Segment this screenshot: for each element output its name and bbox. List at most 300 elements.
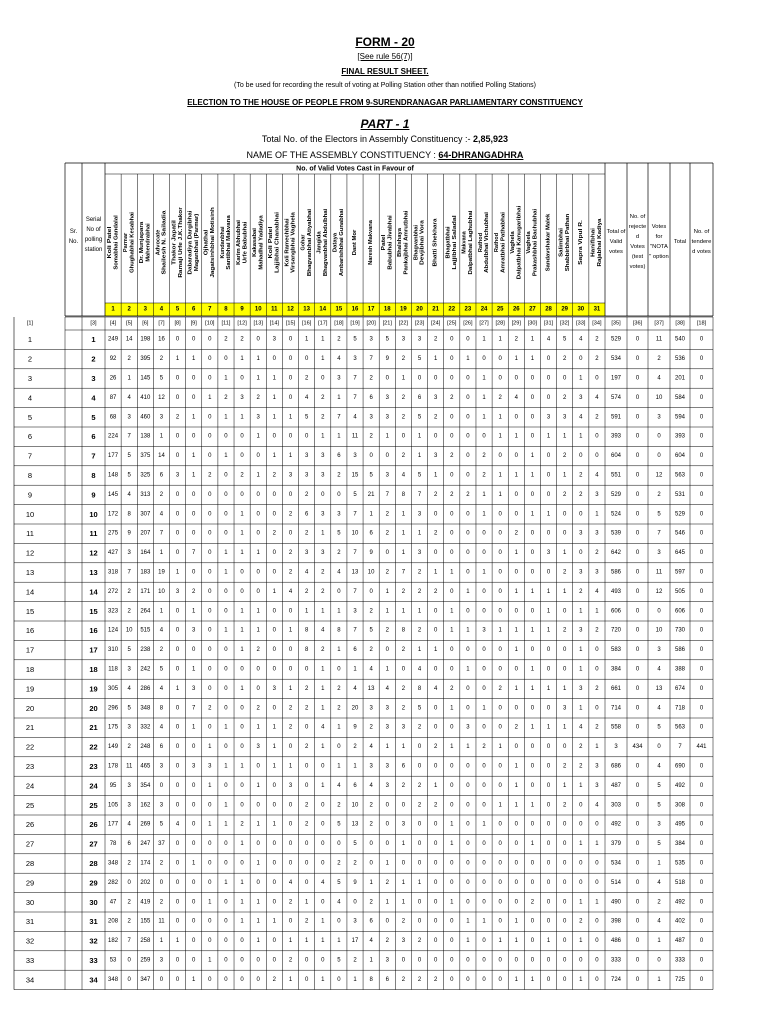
table-cell: 2	[288, 899, 293, 906]
table-cell: 1	[482, 569, 486, 576]
table-cell: 0	[450, 918, 454, 925]
table-cell: 1	[240, 550, 244, 557]
table-cell: 0	[635, 647, 640, 654]
table-cell: 0	[450, 957, 454, 964]
table-cell: 5	[127, 472, 131, 479]
table-cell: 0	[563, 375, 567, 382]
table-cell: 0	[224, 976, 228, 983]
table-cell: 1	[595, 899, 599, 906]
row-sr-no: 32	[25, 936, 35, 946]
column-header-tendered: d votes	[692, 249, 711, 255]
table-cell: 1	[192, 860, 196, 867]
table-cell: 4	[546, 336, 551, 343]
table-cell: 0	[595, 821, 599, 828]
table-cell: 0	[514, 841, 518, 848]
table-cell: 465	[140, 763, 151, 770]
table-cell: 1	[192, 472, 196, 479]
table-cell: 0	[482, 433, 486, 440]
table-cell: 4	[353, 414, 357, 421]
column-index: [33]	[576, 320, 586, 327]
column-index: [27]	[479, 320, 489, 327]
column-header-rejected: (test	[631, 254, 644, 260]
table-cell: 1	[466, 938, 470, 945]
table-cell: 0	[635, 491, 640, 498]
candidate-name-text: Koli Ramechbhai	[284, 221, 291, 267]
table-cell: 0	[385, 375, 389, 382]
table-cell: 9	[353, 879, 357, 886]
table-cell: 0	[699, 957, 704, 964]
table-cell: 2	[579, 744, 583, 751]
table-cell: 0	[256, 879, 260, 886]
table-cell: 1	[514, 588, 518, 595]
table-cell: 0	[240, 375, 244, 382]
table-cell: 0	[514, 414, 518, 421]
table-cell: 264	[140, 608, 151, 615]
table-cell: 6	[369, 394, 373, 401]
table-cell: 2	[563, 356, 567, 363]
table-cell: 0	[635, 394, 640, 401]
table-cell: 4	[417, 666, 422, 673]
table-cell: 0	[192, 841, 196, 848]
table-cell: 0	[657, 744, 661, 751]
table-cell: 1	[498, 744, 502, 751]
table-cell: 2	[385, 879, 389, 886]
table-cell: 0	[514, 491, 518, 498]
candidate-name-text: Parmar	[122, 232, 129, 253]
table-cell: 6	[337, 453, 341, 460]
table-cell: 0	[304, 763, 309, 770]
table-cell: 272	[108, 588, 119, 595]
table-cell: 4	[657, 666, 661, 673]
table-cell: 2	[304, 685, 309, 692]
table-cell: 1	[321, 705, 325, 712]
table-cell: 0	[175, 336, 180, 343]
table-cell: 0	[433, 860, 438, 867]
table-cell: 0	[272, 705, 277, 712]
table-cell: 2	[401, 647, 406, 654]
candidate-name-text: Ojhathal	[203, 232, 210, 256]
table-cell: 1	[127, 375, 131, 382]
table-cell: 286	[140, 685, 151, 692]
table-cell: 0	[256, 511, 260, 518]
candidate-name	[368, 219, 374, 265]
table-cell: 0	[699, 918, 704, 925]
table-cell: 1	[530, 336, 535, 343]
table-cell: 2	[304, 802, 309, 809]
table-cell: 1	[256, 608, 260, 615]
table-cell: 0	[224, 472, 228, 479]
table-cell: 0	[514, 453, 518, 460]
table-cell: 305	[108, 685, 119, 692]
table-cell: 2	[595, 724, 599, 731]
column-index: [12]	[237, 320, 247, 327]
table-cell: 0	[546, 918, 551, 925]
table-cell: 0	[175, 491, 180, 498]
table-cell: 0	[699, 433, 704, 440]
table-cell: 7	[353, 511, 357, 518]
table-cell: 1	[321, 336, 325, 343]
table-cell: 1	[240, 918, 244, 925]
table-cell: 384	[610, 666, 622, 673]
table-cell: 1	[514, 472, 518, 479]
table-cell: 1	[272, 744, 277, 751]
table-cell: 2	[240, 336, 244, 343]
table-cell: 2	[433, 976, 438, 983]
form-title: FORM - 20	[355, 35, 415, 49]
table-cell: 1	[304, 899, 309, 906]
table-cell: 1	[417, 453, 422, 460]
column-index: [25]	[447, 320, 457, 327]
table-cell: 2	[127, 860, 131, 867]
table-cell: 0	[466, 569, 470, 576]
table-cell: 1	[192, 608, 196, 615]
column-index: [6]	[142, 320, 149, 327]
table-cell: 4	[657, 763, 661, 770]
table-cell: 2	[385, 530, 389, 537]
table-cell: 0	[498, 763, 502, 770]
table-cell: 1	[498, 414, 502, 421]
row-serial: 5	[91, 412, 96, 422]
table-cell: 3	[127, 414, 131, 421]
table-cell: 0	[579, 821, 583, 828]
table-cell: 3	[175, 588, 180, 595]
table-cell: 0	[192, 782, 196, 789]
table-cell: 2	[433, 588, 438, 595]
table-cell: 0	[699, 647, 704, 654]
table-cell: 0	[498, 918, 502, 925]
table-cell: 0	[385, 647, 389, 654]
table-cell: 0	[546, 957, 551, 964]
table-cell: 2	[337, 860, 341, 867]
table-cell: 1	[224, 375, 228, 382]
table-cell: 1	[240, 841, 244, 848]
table-cell: 10	[125, 627, 133, 634]
table-cell: 2	[657, 491, 661, 498]
table-cell: 201	[674, 375, 686, 382]
table-cell: 0	[563, 938, 567, 945]
table-cell: 0	[699, 782, 704, 789]
candidate-number: 19	[400, 306, 407, 313]
table-cell: 0	[498, 550, 502, 557]
candidate-name-text: Naresh Makvana	[368, 220, 375, 265]
table-cell: 0	[208, 724, 212, 731]
table-cell: 1	[256, 433, 260, 440]
table-cell: 4	[579, 724, 583, 731]
table-cell: 2	[240, 821, 244, 828]
table-cell: 145	[108, 491, 119, 498]
candidate-number: 9	[240, 306, 244, 313]
table-cell: 0	[635, 433, 640, 440]
candidate-name	[268, 212, 280, 273]
table-cell: 3	[563, 705, 567, 712]
table-cell: 177	[108, 821, 119, 828]
table-cell: 308	[674, 802, 686, 809]
candidate-number: 28	[545, 306, 552, 313]
table-cell: 1	[546, 685, 551, 692]
table-cell: 0	[699, 394, 704, 401]
table-cell: 0	[240, 782, 244, 789]
table-cell: 1	[240, 685, 244, 692]
table-cell: 0	[175, 899, 180, 906]
table-cell: 7	[353, 588, 357, 595]
table-cell: 0	[563, 666, 567, 673]
table-cell: 2	[224, 336, 228, 343]
table-cell: 1	[433, 569, 438, 576]
table-cell: 0	[699, 724, 704, 731]
table-cell: 0	[240, 569, 244, 576]
table-cell: 0	[385, 918, 389, 925]
table-cell: 1	[401, 744, 406, 751]
table-cell: 1	[595, 744, 599, 751]
table-cell: 3	[657, 414, 661, 421]
table-cell: 1	[353, 976, 357, 983]
table-cell: 2	[304, 530, 309, 537]
table-cell: 0	[450, 356, 454, 363]
table-cell: 0	[563, 957, 567, 964]
table-cell: 3	[657, 821, 661, 828]
table-cell: 0	[514, 375, 518, 382]
table-cell: 0	[514, 608, 518, 615]
row-sr-no: 33	[25, 956, 35, 965]
table-cell: 4	[304, 394, 309, 401]
table-cell: 1	[256, 724, 260, 731]
table-cell: 1	[563, 588, 567, 595]
table-cell: 0	[417, 744, 422, 751]
column-index: [34]	[592, 320, 602, 327]
column-index: [14]	[269, 320, 280, 327]
table-cell: 2	[657, 899, 661, 906]
table-cell: 0	[433, 879, 438, 886]
table-cell: 3	[385, 782, 389, 789]
table-cell: 0	[208, 627, 212, 634]
table-cell: 105	[108, 802, 119, 809]
table-cell: 0	[272, 569, 277, 576]
table-cell: 1	[514, 685, 518, 692]
table-cell: 514	[610, 879, 622, 886]
table-cell: 487	[610, 782, 622, 789]
table-cell: 2	[304, 375, 309, 382]
table-cell: 563	[674, 724, 686, 731]
table-cell: 10	[351, 802, 359, 809]
table-cell: 1	[514, 433, 518, 440]
row-sr-no: 29	[25, 878, 35, 888]
table-cell: 492	[674, 782, 686, 789]
table-cell: 0	[208, 375, 212, 382]
table-cell: 597	[674, 569, 686, 576]
candidate-number: 21	[432, 306, 439, 313]
table-cell: 5	[417, 414, 422, 421]
table-cell: 3	[337, 511, 341, 518]
table-cell: 0	[304, 879, 309, 886]
table-cell: 3	[385, 705, 389, 712]
table-cell: 0	[514, 879, 518, 886]
table-cell: 8	[304, 647, 309, 654]
table-cell: 1	[498, 938, 502, 945]
row-sr-no: 12	[25, 548, 35, 558]
table-cell: 2	[127, 588, 131, 595]
table-cell: 0	[595, 957, 599, 964]
table-cell: 1	[321, 938, 325, 945]
table-cell: 2	[498, 394, 502, 401]
table-cell: 2	[401, 705, 406, 712]
table-cell: 0	[192, 433, 196, 440]
table-cell: 1	[563, 550, 567, 557]
table-cell: 148	[108, 472, 119, 479]
table-cell: 4	[595, 472, 599, 479]
row-sr-no: 28	[25, 859, 35, 868]
table-cell: 518	[674, 879, 686, 886]
candidate-number: 12	[287, 306, 294, 313]
table-cell: 8	[127, 511, 131, 518]
table-cell: 540	[674, 336, 686, 343]
table-cell: 534	[610, 860, 622, 867]
table-cell: 4	[337, 899, 341, 906]
table-cell: 1	[288, 938, 293, 945]
table-cell: 0	[450, 976, 454, 983]
table-cell: 124	[108, 627, 119, 634]
row-serial: 28	[89, 859, 98, 868]
table-cell: 1	[401, 530, 406, 537]
table-cell: 1	[337, 647, 341, 654]
table-cell: 2	[401, 976, 406, 983]
table-cell: 0	[482, 957, 486, 964]
table-cell: 0	[175, 647, 180, 654]
table-cell: 2	[192, 588, 196, 595]
table-cell: 0	[498, 375, 502, 382]
candidate-name	[446, 215, 458, 270]
table-cell: 2	[304, 744, 309, 751]
table-cell: 1	[530, 685, 535, 692]
table-cell: 0	[304, 957, 309, 964]
table-cell: 487	[674, 938, 686, 945]
table-cell: 6	[159, 472, 164, 479]
table-cell: 0	[256, 569, 260, 576]
table-cell: 0	[369, 588, 373, 595]
table-cell: 0	[482, 666, 486, 673]
table-cell: 0	[595, 705, 599, 712]
candidate-name	[333, 208, 345, 276]
table-cell: 0	[595, 918, 599, 925]
row-sr-no: 26	[25, 820, 35, 830]
table-cell: 0	[498, 453, 502, 460]
candidate-name-text: Shailesh N. Sailadia	[161, 221, 168, 275]
table-cell: 0	[450, 724, 454, 731]
table-cell: 0	[482, 802, 486, 809]
table-cell: 0	[321, 957, 325, 964]
table-cell: 0	[224, 705, 228, 712]
table-cell: 2	[369, 802, 373, 809]
candidate-name	[510, 205, 522, 279]
table-cell: 3	[127, 666, 131, 673]
table-cell: 586	[610, 569, 622, 576]
column-index: [15]	[285, 320, 296, 327]
table-cell: 2	[256, 394, 260, 401]
table-cell: 3	[321, 472, 325, 479]
table-cell: 0	[337, 841, 341, 848]
table-cell: 0	[498, 782, 502, 789]
table-cell: 0	[208, 860, 212, 867]
candidate-name	[578, 220, 584, 265]
table-cell: 118	[108, 666, 118, 673]
table-cell: 2	[514, 530, 518, 537]
table-cell: 0	[498, 724, 502, 731]
table-cell: 162	[140, 802, 151, 809]
table-cell: 0	[208, 511, 212, 518]
candidate-name	[558, 213, 570, 271]
row-serial: 27	[89, 839, 98, 849]
table-cell: 2	[127, 744, 131, 751]
table-cell: 3	[353, 608, 357, 615]
table-cell: 0	[635, 511, 640, 518]
table-cell: 2	[514, 724, 518, 731]
table-cell: 325	[140, 472, 151, 479]
table-cell: 3	[579, 569, 583, 576]
table-cell: 4	[657, 375, 661, 382]
table-cell: 0	[635, 550, 640, 557]
table-cell: 0	[466, 879, 470, 886]
table-cell: 0	[433, 957, 438, 964]
table-cell: 14	[125, 336, 133, 343]
table-cell: 0	[208, 414, 212, 421]
table-cell: 3	[208, 763, 212, 770]
candidate-name	[123, 212, 135, 273]
table-cell: 0	[321, 821, 325, 828]
table-cell: 5	[353, 841, 357, 848]
table-cell: 7	[353, 550, 357, 557]
row-serial: 25	[89, 800, 98, 810]
column-header-nota: " option	[649, 254, 669, 260]
table-cell: 0	[224, 860, 228, 867]
table-cell: 5	[159, 821, 164, 828]
table-cell: 1	[272, 821, 277, 828]
table-cell: 0	[175, 879, 180, 886]
column-header-rejected: rejecte	[628, 224, 647, 230]
table-cell: 1	[272, 375, 277, 382]
table-cell: 1	[482, 394, 486, 401]
table-cell: 3	[337, 375, 341, 382]
table-cell: 3	[417, 511, 422, 518]
table-cell: 0	[498, 666, 502, 673]
table-cell: 0	[530, 957, 535, 964]
table-cell: 1	[224, 879, 228, 886]
table-cell: 0	[579, 879, 583, 886]
candidate-name	[204, 207, 216, 278]
table-cell: 0	[192, 802, 196, 809]
table-cell: 0	[466, 705, 470, 712]
row-sr-no: 4	[27, 393, 33, 403]
table-cell: 0	[498, 899, 502, 906]
table-cell: 0	[530, 763, 535, 770]
table-cell: 2	[321, 394, 325, 401]
candidate-name	[494, 212, 506, 273]
candidate-name-text: Vaghela	[526, 232, 533, 254]
serial-label: polling	[84, 237, 103, 243]
table-cell: 0	[466, 414, 470, 421]
column-index: [7]	[158, 320, 165, 327]
table-cell: 515	[140, 627, 151, 634]
table-cell: 13	[351, 821, 359, 828]
row-serial: 15	[89, 606, 98, 616]
table-cell: 0	[224, 433, 228, 440]
table-cell: 0	[482, 782, 486, 789]
table-cell: 2	[450, 453, 454, 460]
table-cell: 0	[699, 627, 704, 634]
table-cell: 0	[595, 976, 599, 983]
table-cell: 0	[635, 530, 640, 537]
table-cell: 1	[417, 879, 422, 886]
table-cell: 0	[699, 608, 704, 615]
table-cell: 441	[696, 744, 707, 751]
